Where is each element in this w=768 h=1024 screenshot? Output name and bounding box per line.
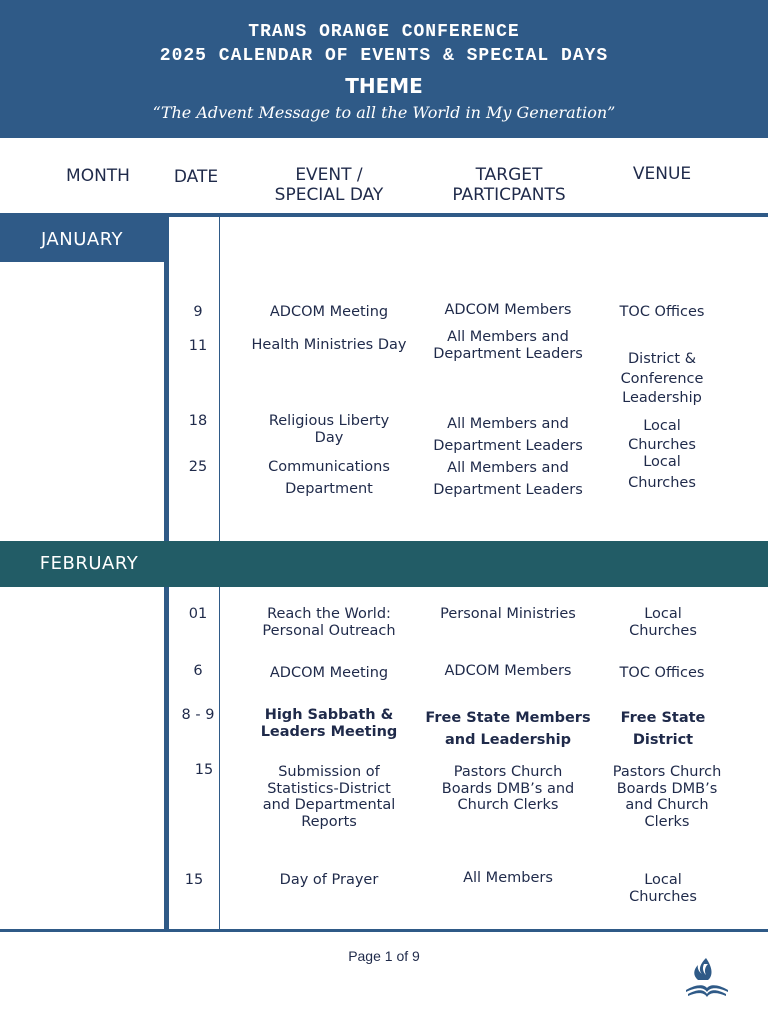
- feb-row-3-venue: Free State District: [620, 710, 706, 748]
- jan-row-2-event: Health Ministries Day: [251, 337, 407, 353]
- conference-title: TRANS ORANGE CONFERENCE: [248, 22, 520, 42]
- page-number: Page 1 of 9: [348, 948, 420, 964]
- theme-quote: “The Advent Message to all the World in My Generation”: [152, 103, 616, 122]
- column-venue: VENUE: [632, 164, 692, 184]
- feb-row-2-target: ADCOM Members: [444, 663, 572, 679]
- feb-row-2-event: ADCOM Meeting: [269, 665, 389, 681]
- column-target: [424, 165, 594, 205]
- feb-row-5-target: All Members: [463, 870, 553, 886]
- column-date: DATE: [173, 167, 219, 187]
- feb-row-4-target: Pastors Church Boards DMB’s and Church Clerks: [441, 764, 575, 813]
- feb-row-1-event: Reach the World: Personal Outreach: [262, 606, 396, 639]
- jan-row-4-event: Communications Department: [268, 459, 390, 497]
- jan-row-4-date: 25: [188, 459, 208, 475]
- jan-row-2-target: All Members and Department Leaders: [433, 329, 583, 362]
- column-event-line1: EVENT /: [295, 165, 363, 185]
- feb-row-2-date: 6: [193, 663, 203, 679]
- jan-row-4-venue: Local Churches: [628, 454, 696, 491]
- column-target-line1: TARGET: [475, 165, 543, 185]
- jan-row-1-venue: TOC Offices: [619, 304, 705, 320]
- month-band-january: [0, 217, 164, 262]
- feb-row-3-date: 8 - 9: [181, 707, 215, 723]
- column-month: MONTH: [66, 166, 130, 186]
- feb-row-5-event: Day of Prayer: [279, 872, 379, 888]
- month-band-february: [0, 541, 768, 587]
- jan-row-3-target: All Members and Department Leaders: [433, 416, 583, 454]
- jan-row-3-date: 18: [188, 413, 208, 429]
- feb-row-2-venue: TOC Offices: [619, 665, 705, 681]
- feb-row-5-date: 15: [184, 872, 204, 888]
- jan-row-1-date: 9: [193, 304, 203, 320]
- jan-row-2-date: 11: [188, 338, 208, 354]
- feb-row-3-target: Free State Members and Leadership: [425, 710, 591, 748]
- footer-divider: [0, 929, 768, 932]
- column-event: [244, 165, 414, 205]
- calendar-title: 2025 CALENDAR OF EVENTS & SPECIAL DAYS: [159, 46, 609, 66]
- feb-row-5-venue: Local Churches: [629, 872, 697, 905]
- feb-row-4-event: Submission of Statistics-District and Departmental Reports: [262, 764, 396, 830]
- jan-row-1-event: ADCOM Meeting: [269, 304, 389, 320]
- jan-row-3-event: Religious Liberty Day: [268, 413, 390, 446]
- column-target-line2: PARTICPANTS: [452, 185, 566, 205]
- feb-row-1-venue: Local Churches: [629, 606, 697, 639]
- document-header: [0, 0, 768, 138]
- adventist-flame-logo-icon: [682, 956, 732, 998]
- feb-row-4-venue: Pastors Church Boards DMB’s and Church Clerks: [612, 764, 722, 830]
- feb-row-1-date: 01: [188, 606, 208, 622]
- feb-row-1-target: Personal Ministries: [440, 606, 576, 622]
- feb-row-3-event: High Sabbath & Leaders Meeting: [260, 707, 398, 740]
- theme-label: THEME: [345, 74, 423, 98]
- feb-row-4-date: 15: [194, 762, 214, 778]
- month-label-february: FEBRUARY: [39, 553, 139, 574]
- jan-row-4-target: All Members and Department Leaders: [433, 460, 583, 498]
- column-event-line2: SPECIAL DAY: [274, 185, 384, 205]
- jan-row-2-venue: District & Conference Leadership: [620, 351, 704, 406]
- jan-row-3-venue: Local Churches: [628, 418, 696, 453]
- jan-row-1-target: ADCOM Members: [444, 302, 572, 318]
- month-label-january: JANUARY: [40, 229, 124, 250]
